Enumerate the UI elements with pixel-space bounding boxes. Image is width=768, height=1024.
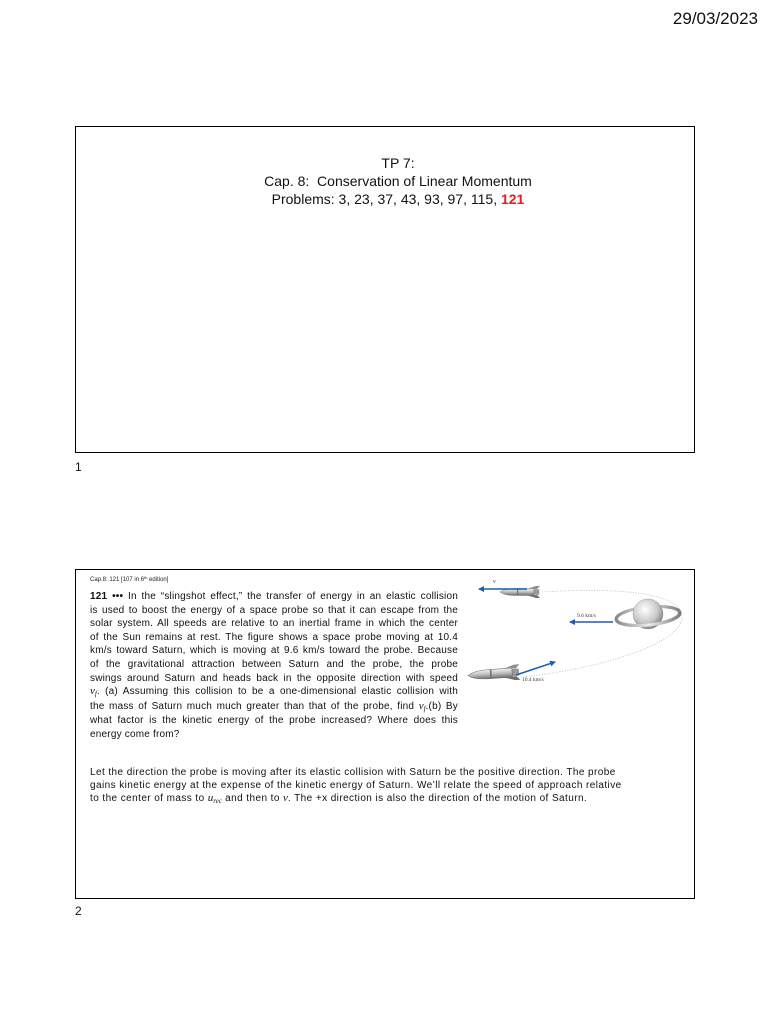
problems-list: Problems: 3, 23, 37, 43, 93, 97, 115, bbox=[271, 191, 501, 207]
slide-1-problems bbox=[123, 190, 673, 208]
slide-1-number: 1 bbox=[75, 460, 82, 474]
text-run: swings around Saturn and heads back in the opposite direction with speed bbox=[90, 672, 458, 684]
slide-1 bbox=[75, 126, 695, 453]
problem-line bbox=[90, 631, 458, 645]
text-run: energy come from? bbox=[90, 728, 180, 740]
math-subscript: rec bbox=[213, 797, 222, 806]
math-subscript: f bbox=[94, 690, 97, 699]
problem-line bbox=[90, 590, 458, 604]
probe-fin bbox=[528, 595, 540, 598]
source-note-text: Cap.8: 121 [107 in 6 bbox=[90, 577, 145, 583]
slide-2-number: 2 bbox=[75, 904, 82, 918]
highlighted-problem: 121 bbox=[500, 191, 525, 207]
probe-engine bbox=[534, 590, 539, 595]
source-note bbox=[90, 574, 168, 584]
text-run: the mass of Saturn much much greater than that of the probe, find bbox=[90, 700, 419, 712]
math-variable: v bbox=[418, 699, 424, 712]
source-note-superscript: th bbox=[144, 575, 148, 580]
math-subscript: f bbox=[423, 704, 426, 713]
saturn-speed-label: 9.6 km/s bbox=[577, 613, 596, 619]
probe-velocity-arrow bbox=[516, 662, 555, 675]
text-run: km/s toward Saturn, which is moving at 9.6 km/s toward the probe. Because bbox=[90, 645, 458, 657]
math-variable: v bbox=[90, 685, 95, 698]
bold-text: 121 ••• bbox=[90, 591, 124, 602]
problem-line bbox=[90, 644, 458, 658]
slingshot-figure bbox=[466, 576, 684, 692]
probe-fin bbox=[528, 586, 540, 589]
problem-line bbox=[90, 617, 458, 631]
slide-1-title-block bbox=[123, 154, 673, 208]
text-run: what factor is the kinetic energy of the probe increased? Where does this bbox=[90, 715, 458, 727]
print-date: 29/03/2023 bbox=[672, 9, 758, 28]
text-run: solar system. All speeds are relative to an inertial frame in which the center bbox=[90, 618, 458, 630]
solution-line bbox=[90, 779, 670, 792]
math-variable: u bbox=[207, 792, 214, 805]
text-run: . (a) Assuming this collision to be a one-dimensional elastic collision with bbox=[96, 686, 458, 698]
text-run: and then to bbox=[221, 793, 284, 805]
solution-line bbox=[90, 766, 670, 779]
problem-line bbox=[90, 658, 458, 672]
problem-line bbox=[90, 672, 458, 686]
space-probe-approaching bbox=[468, 664, 521, 683]
saturn bbox=[615, 599, 681, 629]
problem-line bbox=[90, 700, 458, 715]
probe-speed-label: 10.4 km/s bbox=[522, 677, 544, 683]
text-run: .(b) By bbox=[425, 700, 458, 712]
problem-statement bbox=[90, 590, 458, 742]
slide-2 bbox=[75, 569, 695, 899]
problem-line bbox=[90, 604, 458, 618]
text-run: . The +x direction is also the direction of the motion of Saturn. bbox=[287, 793, 588, 805]
problem-line bbox=[90, 685, 458, 700]
problem-line bbox=[90, 714, 458, 728]
problem-line bbox=[90, 728, 458, 742]
math-variable: v bbox=[283, 792, 288, 805]
text-run: is used to boost the energy of a space probe so that it can escape from the bbox=[90, 604, 458, 616]
slide-1-chapter: Cap. 8: Conservation of Linear Momentum bbox=[264, 173, 532, 189]
text-run: Let the direction the probe is moving after its elastic collision with Saturn be the positive direction. The probe bbox=[90, 767, 616, 778]
text-run: to the center of mass to bbox=[90, 793, 208, 805]
text-run: In the “slingshot effect,” the transfer of energy in an elastic collision bbox=[123, 591, 458, 602]
slide-1-heading: TP 7: bbox=[381, 155, 415, 171]
solution-text bbox=[90, 766, 670, 807]
final-velocity-label: v bbox=[493, 579, 496, 585]
text-run: gains kinetic energy at the expense of the kinetic energy of Saturn. We’ll relate the speed of approach relative bbox=[90, 780, 622, 792]
text-run: of the gravitational attraction between Saturn and the probe, the probe bbox=[90, 658, 458, 670]
space-probe-incoming bbox=[500, 586, 540, 598]
source-note-end: edition] bbox=[147, 577, 169, 583]
solution-line bbox=[90, 792, 670, 806]
text-run: of the Sun remains at rest. The figure shows a space probe moving at 10.4 bbox=[90, 631, 458, 643]
